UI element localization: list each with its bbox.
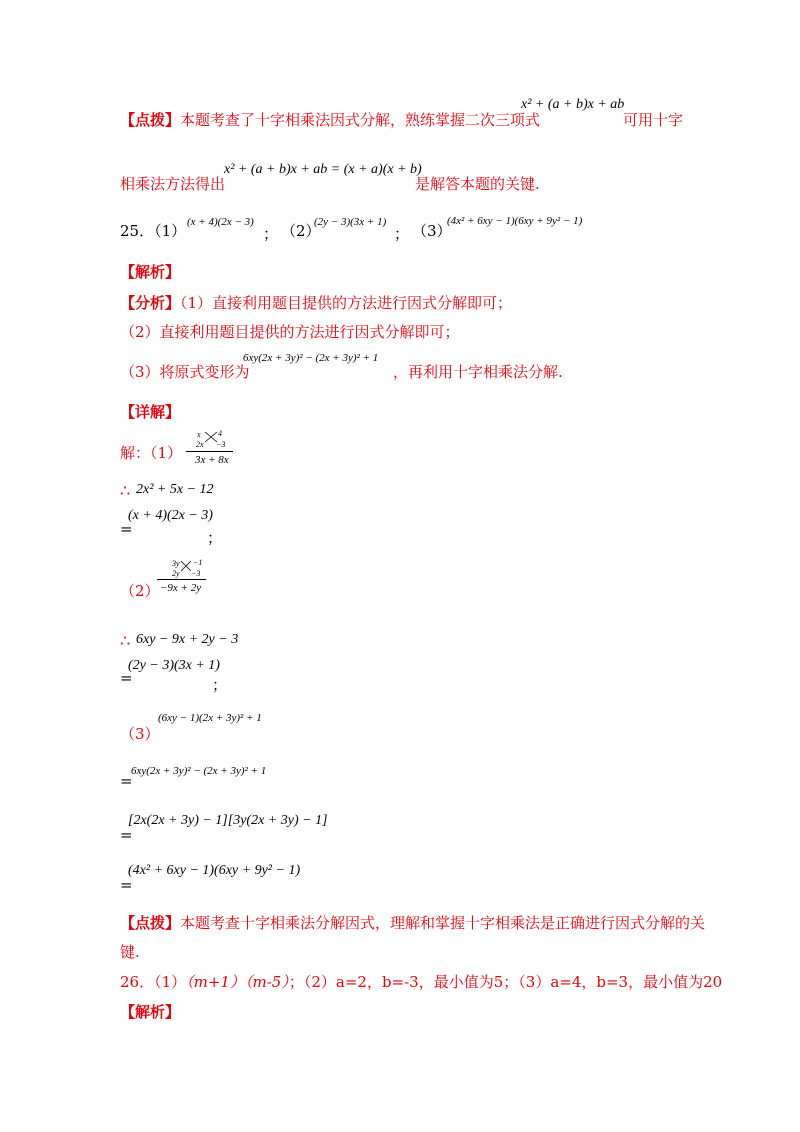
jiexi-heading-2: 【解析】	[120, 1003, 181, 1021]
therefore-symbol-2: ∴	[120, 631, 131, 650]
q25-p1-answer: (x + 4)(2x − 3)	[187, 216, 254, 228]
q25-p2-label: （2）	[281, 222, 321, 240]
solution-p3-expr: (6xy − 1)(2x + 3y)² + 1	[158, 712, 262, 724]
q25-sep2: ；	[394, 225, 410, 243]
jiexi-heading: 【解析】	[120, 263, 181, 281]
fenxi-line2: （2）直接利用题目提供的方法进行因式分解即可；	[120, 323, 460, 341]
q25-p3-label: （3）	[412, 222, 452, 240]
fenxi-line3-end: ，再利用十字相乘法分解.	[393, 363, 563, 381]
q25-sep1: ；	[263, 225, 279, 243]
dianbo-text-end: 是解答本题的关键.	[415, 175, 540, 193]
dianbo2-line1: 【点拨】本题考查十字相乘法分解因式，理解和掌握十字相乘法是正确进行因式分解的关	[120, 914, 706, 932]
eq-sign-1: =	[120, 520, 133, 538]
xiangjie-heading: 【详解】	[120, 403, 181, 421]
solution-p2-label: （2）	[120, 582, 160, 600]
fenxi-formula: 6xy(2x + 3y)² − (2x + 3y)² + 1	[243, 352, 379, 364]
eq-sign-2: =	[120, 669, 133, 687]
dianbo2-tag: 【点拨】	[120, 914, 181, 932]
q25-p3-answer: (4x² + 6xy − 1)(6xy + 9y² − 1)	[447, 215, 583, 227]
solution-p1-result: (x + 4)(2x − 3)	[128, 508, 213, 523]
solution-p1-expr: 2x² + 5x − 12	[136, 482, 214, 497]
fenxi-tag: 【分析】	[120, 294, 181, 312]
cross-sum-2: −9x + 2y	[160, 582, 202, 594]
solution-p3-label: （3）	[120, 725, 160, 743]
cross-lines-icon	[204, 431, 218, 443]
solution-p3-step1: 6xy(2x + 3y)² − (2x + 3y)² + 1	[131, 765, 267, 777]
document-page: 【点拨】本题考查了十字相乘法因式分解，熟练掌握二次三项式 x² + (a + b)x + ab 可用十字 相乘法方法得出 x² + (a + b)x + ab = (x + a)(x + b) 是解答本题的关键. 25．（1） (x + 4)(2x − 3) ； （2） (2y − 3)(3x + 1) ； （3） (4x² + 6xy − 1)(6xy + 9y² − 1) 【解析】 【分析】（1）直接利用题目提供的方法进行因式分解即可； （2）直接利用题目提供的方法进行因式分解即可； （3）将原式变形为 6xy(2x + 3y)² − (2x + 3y)² + 1 ，再利用十字相乘法分解. 【详解】 解：（1） x 4 2x −3 3x + 8x ∴ 2x² + 5x − 12 = (x + 4)(2x − 3) ； 3y −1 2y −3 （2） −9x + 2y ∴ 6xy − 9x + 2y − 3 = (2y − 3)(3x + 1) ； （3） (6xy − 1)(2x + 3y)² + 1 = 6xy(2x + 3y)² − (2x + 3y)² + 1 = [2x(2x + 3y) − 1][3y(2x + 3y) − 1] = (4x² + 6xy − 1)(6xy + 9y² − 1) 【点拨】本题考查十字相乘法分解因式，理解和掌握十字相乘法是正确进行因式分解的关 键. 26．（1）（m+1）（m-5）；（2）a=2，b=-3，最小值为5；（3）a=4，b=3，最小值为20 【解析】	[120, 97, 723, 1021]
q25-number: 25．	[120, 222, 155, 240]
formula-trinomial: x² + (a + b)x + ab	[521, 97, 625, 112]
cross-lines-icon	[180, 560, 192, 572]
solution-p1-label: 解：（1）	[120, 444, 183, 462]
solution-p2-result: (2y − 3)(3x + 1)	[128, 658, 220, 673]
formula-factorization: x² + (a + b)x + ab = (x + a)(x + b)	[224, 162, 422, 177]
q26-number: 26．	[120, 973, 155, 991]
q25-p2-answer: (2y − 3)(3x + 1)	[314, 216, 387, 228]
dianbo-tag: 【点拨】	[120, 111, 181, 129]
solution-p3-step2: [2x(2x + 3y) − 1][3y(2x + 3y) − 1]	[128, 813, 328, 828]
dianbo2-line2: 键.	[120, 943, 140, 961]
cross-rule	[186, 451, 233, 452]
dianbo-text: 本题考查了十字相乘法因式分解，熟练掌握二次三项式	[180, 111, 541, 129]
q25-answer-line	[120, 221, 186, 241]
fenxi-line3: （3）将原式变形为	[120, 363, 250, 381]
dianbo-text-line2: 相乘法方法得出	[120, 175, 226, 193]
solution-p2-expr: 6xy − 9x + 2y − 3	[136, 632, 239, 647]
q26-answer-line: 26．（1）（m+1）（m-5）；（2）a=2，b=-3，最小值为5；（3）a=4，b=3，最小值为20	[120, 973, 723, 991]
dianbo-text-cont: 可用十字	[623, 111, 684, 129]
eq-sign-3: =	[120, 772, 133, 790]
eq-sign-4: =	[120, 826, 133, 844]
solution-p3-step3: (4x² + 6xy − 1)(6xy + 9y² − 1)	[128, 863, 301, 878]
fenxi-line1: 【分析】（1）直接利用题目提供的方法进行因式分解即可；	[120, 294, 513, 312]
solution-p1-end: ；	[207, 529, 223, 547]
therefore-symbol-1: ∴	[120, 481, 131, 500]
eq-sign-5: =	[120, 876, 133, 894]
solution-p2-end: ；	[212, 676, 228, 694]
q25-p1-label: （1）	[154, 222, 187, 240]
dianbo-paragraph-line1	[120, 110, 540, 130]
cross-rule	[157, 579, 206, 580]
